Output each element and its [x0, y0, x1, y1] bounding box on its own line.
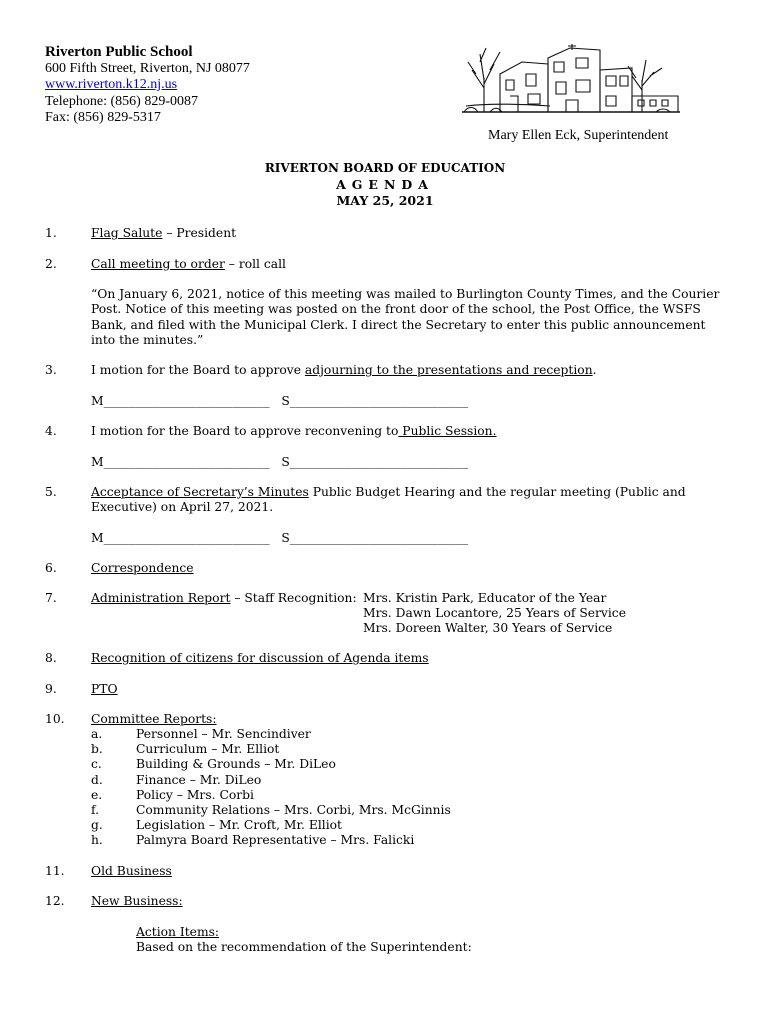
agenda-title	[0, 160, 770, 210]
entry-text: Legislation – Mr. Croft, Mr. Elliot	[136, 818, 342, 833]
call-meeting-to-order: Call meeting to order	[91, 257, 225, 271]
secretary-minutes: Acceptance of Secretary’s Minutes	[91, 485, 309, 499]
public-notice-statement: “On January 6, 2021, notice of this meeting was mailed to Burlington County Times, and the Courier Post. Notice of this meeting was posted on the front door of the school, the Post Office, the WSFS Bank, and filed with the Municipal Clerk. I direct the Secretary to enter this public announcement into the minutes.”	[91, 287, 720, 347]
entry-text: Palmyra Board Representative – Mrs. Falicki	[136, 833, 415, 848]
item-number: 12.	[45, 894, 65, 908]
item-number: 11.	[45, 864, 65, 878]
recognition-entry: Mrs. Doreen Walter, 30 Years of Service	[363, 621, 613, 636]
board-name: RIVERTON BOARD OF EDUCATION	[264, 161, 506, 175]
superintendent-name: Mary Ellen Eck, Superintendent	[488, 128, 669, 143]
entry-letter: c.	[91, 757, 102, 772]
citizen-recognition: Recognition of citizens for discussion of Agenda items	[91, 651, 429, 665]
entry-letter: g.	[91, 818, 103, 833]
meeting-date: MAY 25, 2021	[336, 193, 434, 208]
second-line: S_____________________________	[281, 531, 469, 545]
correspondence: Correspondence	[91, 561, 194, 575]
committee-entry	[91, 727, 591, 742]
committee-reports: Committee Reports:	[91, 712, 217, 726]
new-business: New Business:	[91, 894, 183, 908]
item-text: – Staff Recognition:	[230, 591, 357, 605]
public-session: Public Session.	[398, 424, 497, 438]
item-text: Public Budget Hearing and the regular meeting (Public and Executive) on April 27, 2021.	[91, 485, 686, 515]
motion-signature-line	[91, 394, 468, 408]
committee-entry	[91, 833, 591, 848]
administration-report: Administration Report	[91, 591, 231, 605]
pto: PTO	[91, 682, 118, 696]
flag-salute: Flag Salute	[91, 226, 163, 240]
committee-entry	[91, 773, 591, 788]
telephone: Telephone: (856) 829-0087	[45, 93, 198, 109]
school-address: 600 Fifth Street, Riverton, NJ 08077	[45, 60, 250, 76]
item-number: 6.	[45, 561, 57, 575]
entry-text: Policy – Mrs. Corbi	[136, 787, 254, 802]
motion-signature-line	[91, 531, 468, 545]
motion-signature-line	[91, 455, 468, 469]
item-text: I motion for the Board to approve reconvening to	[91, 424, 399, 438]
item-number: 7.	[45, 591, 57, 605]
entry-letter: a.	[91, 727, 103, 741]
item-number: 1.	[45, 226, 57, 240]
item-number: 5.	[45, 485, 57, 499]
item-number: 10.	[45, 712, 65, 726]
committee-entry	[91, 803, 591, 818]
recognition-entry: Mrs. Kristin Park, Educator of the Year	[363, 591, 607, 605]
website-link[interactable]: www.riverton.k12.nj.us	[45, 77, 178, 92]
entry-text: Building & Grounds – Mr. DiLeo	[136, 757, 336, 772]
school-building-logo	[460, 40, 682, 118]
entry-letter: b.	[91, 742, 103, 757]
action-items-block	[136, 925, 636, 955]
item-number: 9.	[45, 682, 57, 696]
item-text-end: .	[592, 363, 597, 377]
item-number: 8.	[45, 651, 57, 665]
item-number: 3.	[45, 363, 57, 377]
entry-text: Community Relations – Mrs. Corbi, Mrs. McGinnis	[136, 803, 451, 818]
item-text: – roll call	[224, 257, 286, 271]
committee-entry	[91, 818, 591, 833]
old-business: Old Business	[91, 864, 172, 878]
committee-list	[91, 727, 591, 849]
agenda-heading: AGENDA	[336, 176, 434, 192]
fax: Fax: (856) 829-5317	[45, 110, 161, 125]
entry-text: Personnel – Mr. Sencindiver	[136, 727, 311, 741]
school-name: Riverton Public School	[45, 44, 193, 60]
motion-line: M___________________________	[91, 531, 270, 545]
motion-line: M___________________________	[91, 394, 270, 408]
adjourning-motion: adjourning to the presentations and reception	[304, 363, 593, 377]
action-items-heading: Action Items:	[136, 925, 220, 939]
item-number: 4.	[45, 424, 57, 438]
recognition-entry: Mrs. Dawn Locantore, 25 Years of Service	[363, 606, 626, 621]
item-text: – President	[162, 226, 237, 240]
item-text: I motion for the Board to approve	[91, 363, 305, 377]
staff-recognitions	[363, 591, 626, 637]
committee-entry	[91, 742, 591, 757]
item-number: 2.	[45, 257, 57, 271]
superintendent-recommendation: Based on the recommendation of the Superintendent:	[136, 940, 472, 955]
entry-letter: f.	[91, 803, 100, 818]
committee-entry	[91, 788, 591, 803]
second-line: S_____________________________	[281, 455, 469, 469]
entry-letter: h.	[91, 833, 103, 848]
letterhead	[45, 44, 250, 127]
second-line: S_____________________________	[281, 394, 469, 408]
entry-letter: e.	[91, 787, 103, 802]
entry-letter: d.	[91, 772, 103, 787]
motion-line: M___________________________	[91, 455, 270, 469]
entry-text: Curriculum – Mr. Elliot	[136, 742, 280, 757]
committee-entry	[91, 757, 591, 772]
entry-text: Finance – Mr. DiLeo	[136, 772, 262, 787]
